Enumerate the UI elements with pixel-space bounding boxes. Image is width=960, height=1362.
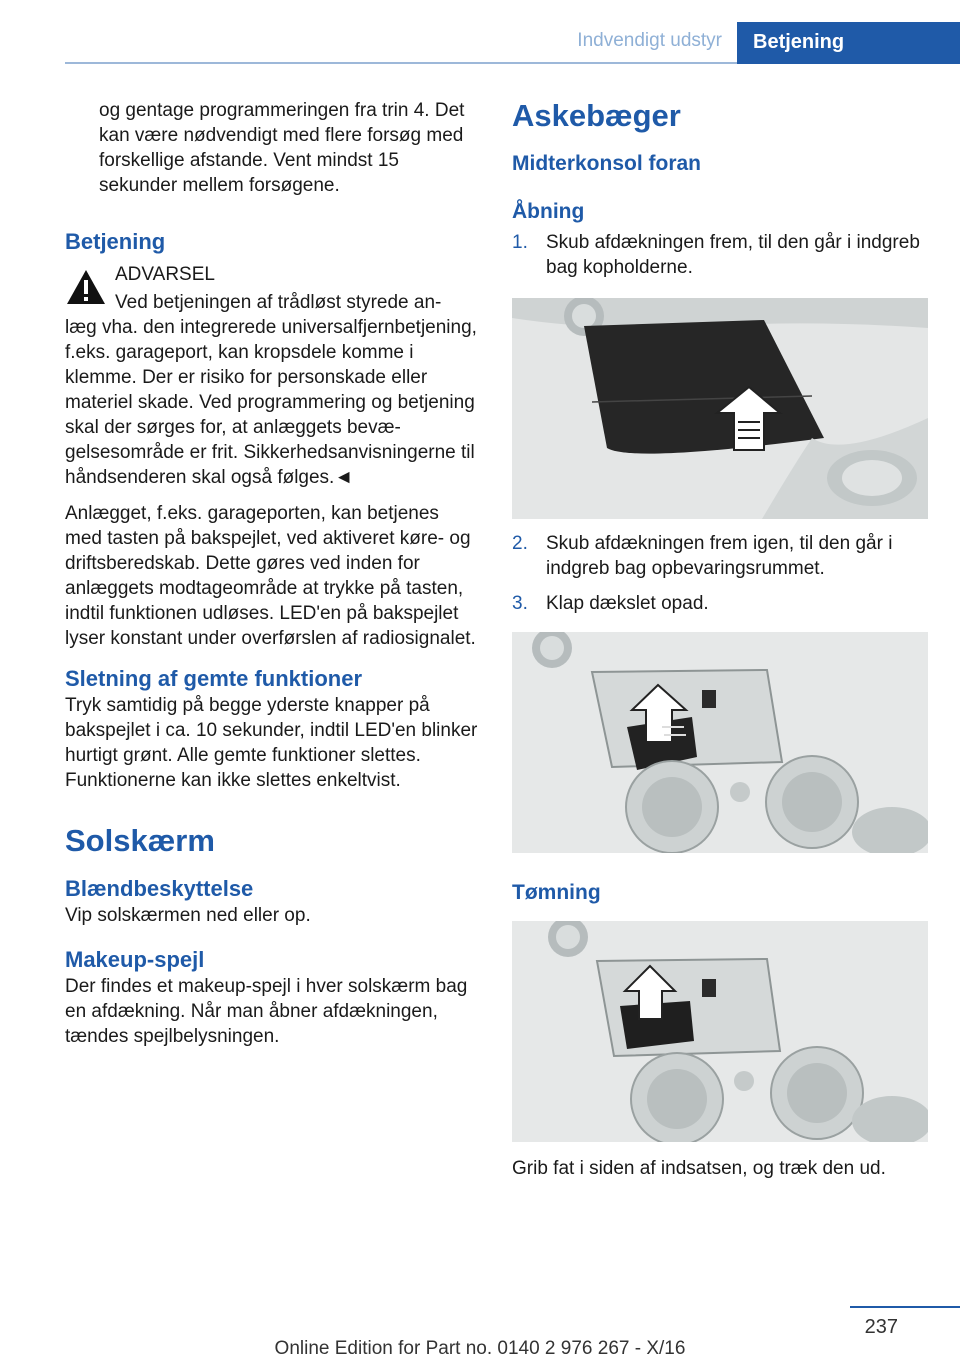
footer-edition: Online Edition for Part no. 0140 2 976 267 - X/16 — [274, 1338, 686, 1359]
list-item: 2. Skub afdækningen frem igen, til den går i indgreb bag opbevaringsrummet. — [512, 533, 893, 579]
step-1-text: Skub afdækningen frem, til den går i indgreb bag kopholderne. — [546, 232, 920, 278]
sun-visor-heading: Solskærm — [65, 823, 215, 858]
opening-heading: Åbning — [512, 200, 585, 223]
intro-paragraph: og gentage programmeringen fra trin 4. Det kan være nødvendigt med flere forsøg med forskellige afstande. Vent mindst 15 sekunder mellem forsøgene. — [99, 100, 465, 196]
console-heading: Midterkonsol foran — [512, 152, 702, 175]
left-column — [65, 98, 480, 1049]
warning-text: læg vha. den integrerede universalfjernbetjening, f.eks. garageport, kan kropsdele komme i klemme. Der er risiko for personskade eller materiel skade. Ved programmering og betjening skal der sørges for, at anlæggets bevægelsesområde er frit. Sikkerhedsanvisningerne til håndsenderen skal også følges.◄ — [65, 317, 477, 488]
list-item: 3. Klap dækslet opad. — [512, 593, 709, 614]
delete-paragraph: Tryk samtidig på begge yderste knapper på bakspejlet i ca. 10 sekunder, indtil LED'en blinker hurtigt grønt. Alle gemte funktioner slettes. Funktionerne kan ikke slettes enkeltvist. — [65, 695, 478, 791]
step-2-text: Skub afdækningen frem igen, til den går i indgreb bag opbevaringsrummet. — [546, 533, 893, 579]
glare-paragraph: Vip solskærmen ned eller op. — [65, 905, 311, 926]
glare-heading: Blændbeskyttelse — [65, 876, 254, 901]
warning-triangle-icon — [65, 268, 107, 306]
opening-steps-list-continued — [512, 531, 932, 616]
mirror-paragraph: Der findes et makeup-spejl i hver solskærm bag en afdækning. Når man åbner afdækningen, tændes spejlbelysningen. — [65, 976, 468, 1047]
ashtray-lid-open-figure — [512, 632, 928, 853]
emptying-paragraph: Grib fat i siden af indsatsen, og træk den ud. — [512, 1158, 886, 1179]
ashtray-heading: Askebæger — [512, 98, 681, 133]
emptying-heading: Tømning — [512, 881, 601, 904]
warning-block — [65, 262, 480, 315]
operation-paragraph: Anlægget, f.eks. garageporten, kan betjenes med tasten på bakspejlet, ved aktiveret køre- og driftsberedskab. Dette gøres ved inden for anlæggets modtageområde at trykke på tasten, indtil funktionen udløses. LED'en på bakspejlet lyser konstant under overførslen af radiosignalet. — [65, 503, 476, 649]
list-item: 1. Skub afdækningen frem, til den går i indgreb bag kopholderne. — [512, 232, 920, 278]
header-chapter-tab: Betjening — [737, 22, 960, 64]
warning-label: ADVARSEL — [115, 264, 215, 285]
footer-rule — [850, 1306, 960, 1308]
right-column — [512, 98, 932, 1181]
page-number: 237 — [864, 1316, 898, 1338]
opening-steps-list — [512, 230, 932, 280]
header-section-title: Indvendigt udstyr — [577, 30, 722, 51]
warning-text-first: Ved betjeningen af trådløst styrede an- — [115, 292, 442, 313]
ashtray-insert-removal-figure — [512, 921, 928, 1142]
console-cover-closed-figure — [512, 298, 928, 519]
betjening-heading: Betjening — [65, 229, 166, 254]
step-3-text: Klap dækslet opad. — [546, 593, 709, 614]
mirror-heading: Makeup-spejl — [65, 947, 205, 972]
delete-heading: Sletning af gemte funktioner — [65, 666, 363, 691]
